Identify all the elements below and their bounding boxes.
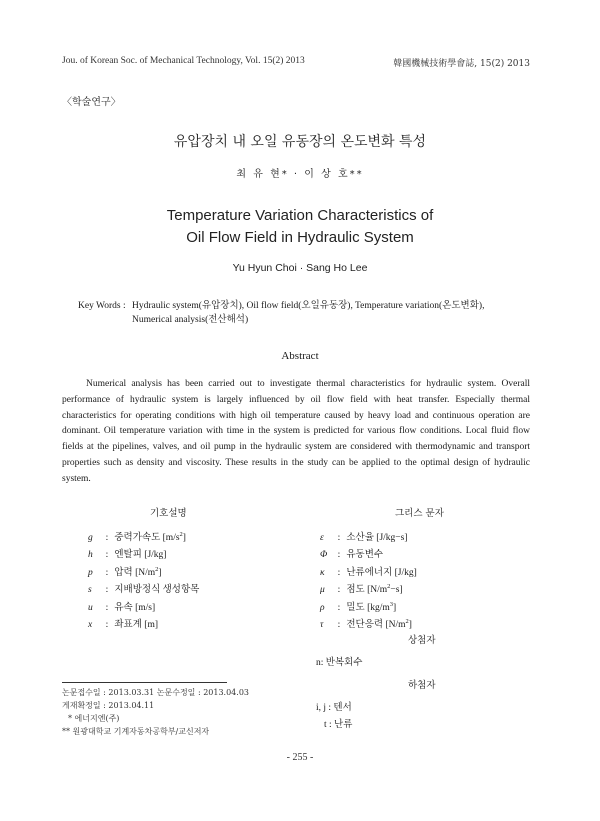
- greek-item: τ : 전단응력 $[N/m^2]$: [320, 617, 412, 631]
- authors-korean: 최 유 현* · 이 상 호**: [236, 169, 364, 180]
- title-english-line2: Oil Flow Field in Hydraulic System: [186, 229, 414, 246]
- title-korean: 유압장치 내 오일 유동장의 온도변화 특성: [173, 134, 427, 150]
- nomenclature-item: x : 좌표계 [m]: [88, 620, 158, 631]
- footnote-accepted: 게재확정일 : 2013.04.11: [62, 701, 155, 710]
- nomenclature-item: g : 중력가속도 $[m/s^2]$: [88, 530, 186, 543]
- keywords-line2: Numerical analysis(전산해석): [132, 315, 249, 325]
- keywords-label: Key Words :: [78, 301, 126, 311]
- greek-item: Φ : 유동변수: [320, 550, 384, 561]
- keywords-line1: Hydraulic system(유압장치), Oil flow field(오일유동장), Temperature variation(온도변화),: [132, 301, 485, 311]
- subscript-list: [316, 700, 352, 735]
- footnote-affiliation-1: * 에너지엔(주): [68, 714, 120, 723]
- footnote-divider: [62, 682, 227, 683]
- nomenclature-heading: 기호설명: [150, 508, 187, 519]
- section-tag: 〈학술연구〉: [62, 97, 121, 108]
- title-english-line1: Temperature Variation Characteristics of: [166, 207, 434, 224]
- superscript-heading: 상첨자: [408, 635, 436, 646]
- greek-list: [320, 530, 417, 634]
- footnote-received: 논문접수일 : 2013.03.31 논문수정일 : 2013.04.03: [62, 688, 249, 697]
- greek-item: μ : 점도 $[N/m^2-s]$: [320, 583, 403, 596]
- superscript-list: [316, 655, 362, 672]
- page-number: - 255 -: [286, 752, 314, 763]
- greek-item: ρ : 밀도 $[kg/m^3]$: [320, 600, 397, 613]
- authors-english: Yu Hyun Choi · Sang Ho Lee: [232, 262, 368, 274]
- subscript-heading: 하첨자: [408, 680, 436, 691]
- superscript-item: n: 반복회수: [316, 658, 363, 668]
- abstract-heading: Abstract: [281, 350, 319, 362]
- greek-heading: 그리스 문자: [395, 508, 444, 519]
- running-header-journal-kr: 韓國機械技術學會誌, 15(2) 2013: [393, 59, 530, 69]
- abstract-body: Numerical analysis has been carried out to investigate thermal characteristics for hydraulic system. Overall performance of hydraulic system is largely influenced by oil flow field with heat transfer. Especially thermal characteristics for operating conditions with high oil temperature caused by heavy load and continuous operation are dominant. Oil temperature variation with time in the system is predicted for various flow conditions. Local fluid flow fields at the pipelines, valves, and oil pump in the hydraulic system are considered with thermodynamic and transport properties such as density and viscosity. These results in the study can be applied to the optimal design of hydraulic system.: [62, 379, 530, 484]
- greek-item: κ : 난류에너지 [J/kg]: [320, 567, 417, 578]
- nomenclature-item: u : 유속 [m/s]: [88, 602, 156, 613]
- greek-item: ε : 소산율 [J/kg−s]: [320, 533, 408, 543]
- footnotes: [62, 686, 249, 738]
- footnote-affiliation-2: ** 원광대학교 기계자동차공학부/교신저자: [62, 727, 210, 736]
- running-header-journal-en: Jou. of Korean Soc. of Mechanical Technology, Vol. 15(2) 2013: [62, 56, 305, 66]
- title-english: [0, 205, 600, 249]
- nomenclature-item: s : 지배방정식 생성항목: [88, 585, 200, 596]
- nomenclature-list: [88, 530, 199, 634]
- subscript-item: t : 난류: [324, 720, 353, 731]
- nomenclature-item: h : 엔탈피 [J/kg]: [88, 550, 167, 561]
- keywords: [78, 299, 518, 327]
- subscript-item: i, j : 텐서: [316, 703, 352, 713]
- nomenclature-item: p : 압력 $[N/m^2]$: [88, 565, 162, 578]
